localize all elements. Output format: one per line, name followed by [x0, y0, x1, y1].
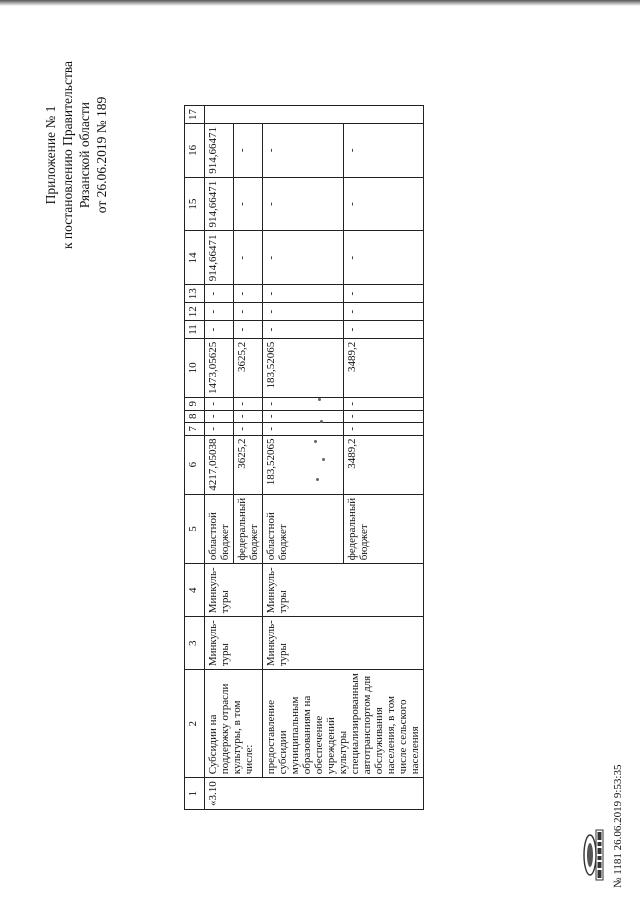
- table-row: [205, 105, 234, 809]
- amount-cell: -: [263, 303, 344, 321]
- amount-cell: 914,66471: [205, 123, 234, 177]
- budget-table-wrapper: [184, 105, 424, 810]
- col-num-15: 15: [185, 177, 205, 231]
- amount-total: 3625,2: [234, 435, 263, 494]
- amount-cell: -: [234, 423, 263, 436]
- appendix-header: [42, 25, 110, 285]
- amount-cell: -: [205, 410, 234, 423]
- amount-total: 4217,05038: [205, 435, 234, 494]
- amount-cell: 1473,05625: [205, 338, 234, 397]
- funding-source: федеральный бюджет: [343, 494, 424, 564]
- amount-cell: -: [205, 285, 234, 303]
- col-num-10: 10: [185, 338, 205, 397]
- amount-cell: -: [343, 285, 424, 303]
- amount-total: 3489,2: [343, 435, 424, 494]
- amount-cell: -: [343, 410, 424, 423]
- amount-total: 183,52065: [263, 435, 344, 494]
- amount-cell: -: [263, 177, 344, 231]
- amount-cell: -: [263, 398, 344, 411]
- col-num-8: 8: [185, 410, 205, 423]
- item-name: предоставление субсидии муниципальным образованиям на обеспечение учреждений культуры специализированным автотранспортом для обслуживания населения, в том числе сельского населения: [263, 670, 424, 778]
- amount-cell: -: [234, 177, 263, 231]
- column-number-row: [185, 105, 205, 809]
- col-num-7: 7: [185, 423, 205, 436]
- responsible-executor: Минкуль-туры: [263, 617, 424, 670]
- col-num-1: 1: [185, 778, 205, 810]
- funding-source: областной бюджет: [205, 494, 234, 564]
- amount-cell: -: [343, 423, 424, 436]
- budget-table: [184, 105, 424, 810]
- col-num-4: 4: [185, 564, 205, 617]
- amount-cell: -: [263, 423, 344, 436]
- amount-cell: -: [263, 321, 344, 339]
- amount-cell: -: [234, 398, 263, 411]
- item-number: «3.10: [205, 778, 424, 810]
- col-num-6: 6: [185, 435, 205, 494]
- col-num-14: 14: [185, 231, 205, 285]
- registration-stamp-icon: [582, 826, 606, 884]
- item-name: Субсидии на поддержку отрасли культуры, в том числе:: [205, 670, 263, 778]
- amount-cell: -: [263, 285, 344, 303]
- amount-cell: -: [205, 303, 234, 321]
- amount-cell: -: [263, 410, 344, 423]
- amount-cell: -: [205, 321, 234, 339]
- amount-cell: 183,52065: [263, 338, 344, 397]
- responsible-executor: Минкуль-туры: [205, 617, 263, 670]
- appendix-date: от 26.06.2019 № 189: [94, 96, 109, 214]
- col-num-5: 5: [185, 494, 205, 564]
- budget-manager: Минкуль-туры: [205, 564, 263, 617]
- funding-source: федеральный бюджет: [234, 494, 263, 564]
- appendix-reference: к постановлению Правительства: [60, 60, 75, 250]
- col-num-12: 12: [185, 303, 205, 321]
- amount-cell: 914,66471: [205, 231, 234, 285]
- amount-cell: -: [343, 231, 424, 285]
- registration-stamp-text: № 1181 26.06.2019 9:53:35: [612, 764, 624, 888]
- amount-cell: -: [263, 123, 344, 177]
- amount-cell: 3625,2: [234, 338, 263, 397]
- amount-cell: -: [234, 321, 263, 339]
- col-num-13: 13: [185, 285, 205, 303]
- amount-cell: -: [234, 285, 263, 303]
- col-num-9: 9: [185, 398, 205, 411]
- amount-cell: -: [234, 231, 263, 285]
- amount-cell: -: [234, 123, 263, 177]
- result-indicator: [205, 105, 424, 123]
- amount-cell: -: [343, 177, 424, 231]
- amount-cell: -: [234, 410, 263, 423]
- appendix-title: Приложение № 1: [43, 105, 58, 205]
- amount-cell: -: [343, 303, 424, 321]
- amount-cell: -: [234, 303, 263, 321]
- amount-cell: -: [263, 231, 344, 285]
- budget-manager: Минкуль-туры: [263, 564, 424, 617]
- appendix-region: Рязанской области: [77, 101, 92, 209]
- amount-cell: 3489,2: [343, 338, 424, 397]
- amount-cell: -: [343, 321, 424, 339]
- amount-cell: -: [205, 398, 234, 411]
- amount-cell: -: [205, 423, 234, 436]
- col-num-2: 2: [185, 670, 205, 778]
- funding-source: областной бюджет: [263, 494, 344, 564]
- col-num-11: 11: [185, 321, 205, 339]
- col-num-3: 3: [185, 617, 205, 670]
- col-num-17: 17: [185, 105, 205, 123]
- amount-cell: -: [343, 398, 424, 411]
- amount-cell: 914,66471: [205, 177, 234, 231]
- table-row: [263, 105, 344, 809]
- amount-cell: -: [343, 123, 424, 177]
- col-num-16: 16: [185, 123, 205, 177]
